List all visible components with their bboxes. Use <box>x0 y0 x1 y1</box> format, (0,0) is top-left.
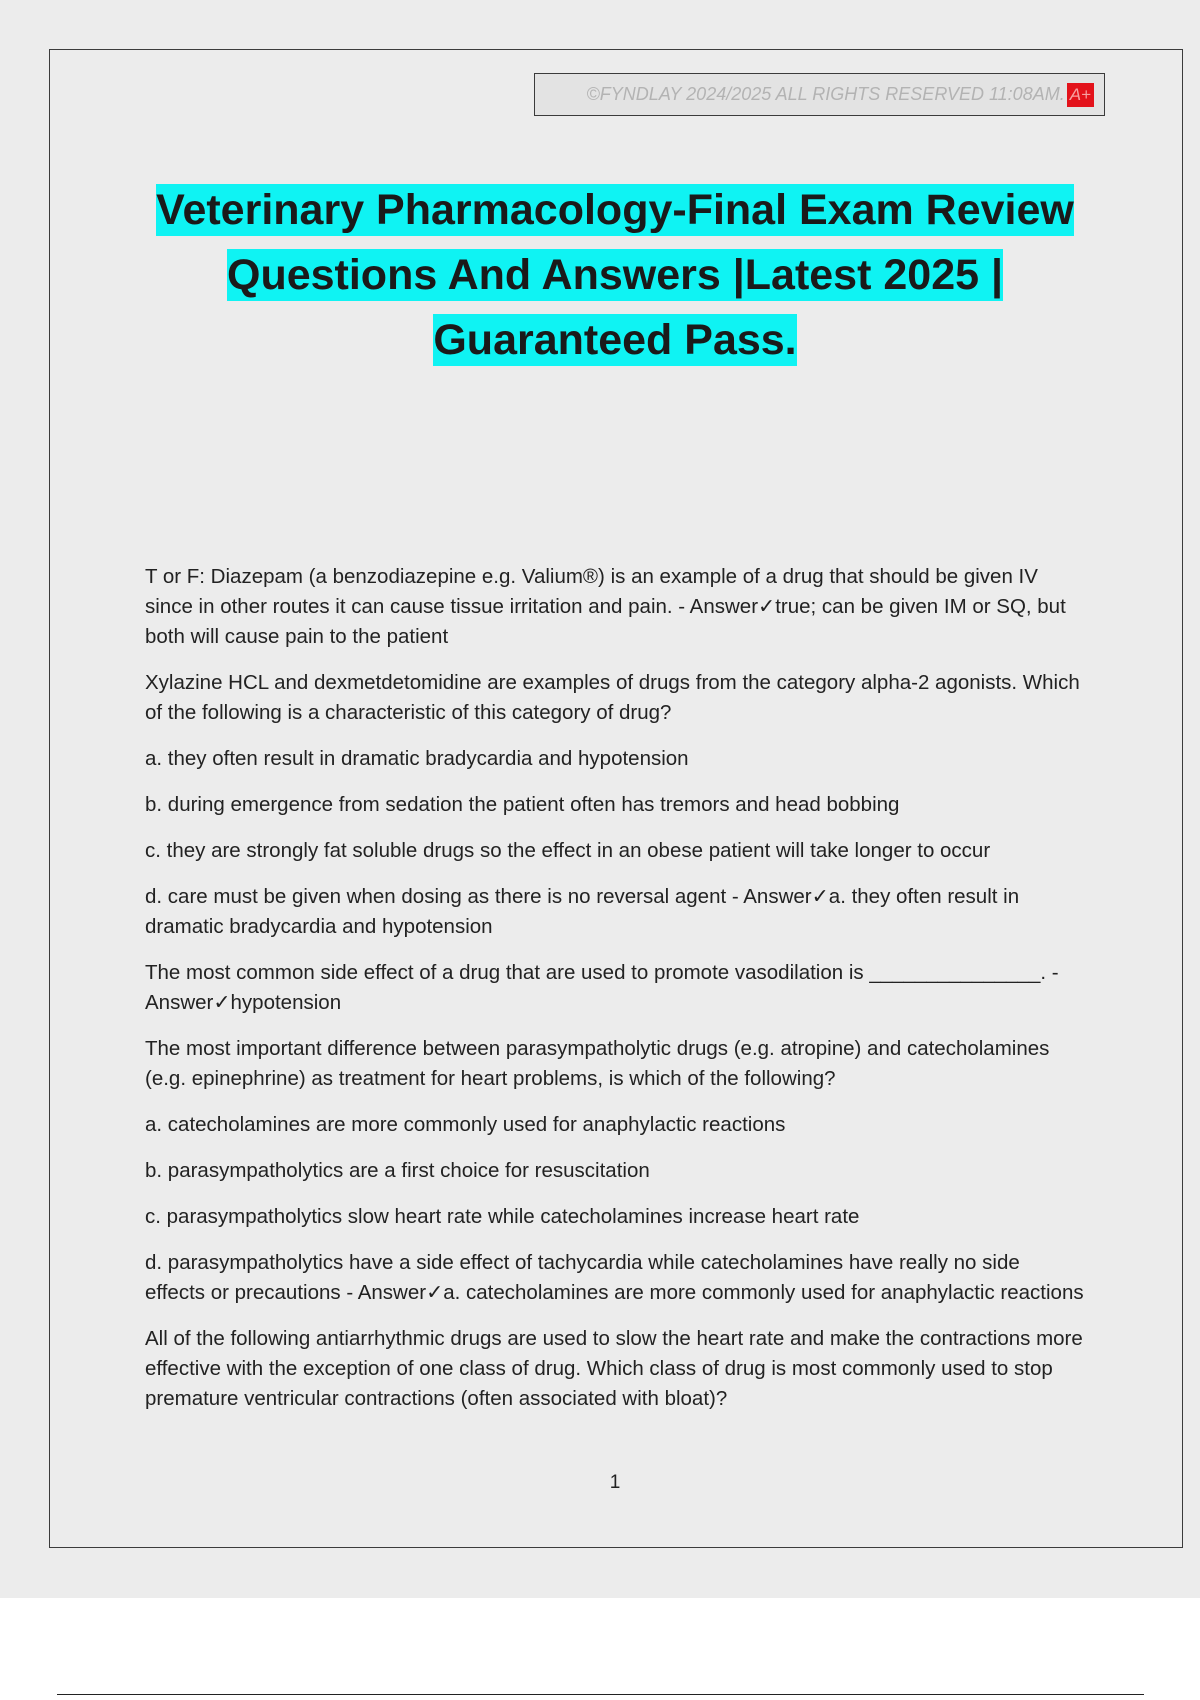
answer-option: d. care must be given when dosing as there is no reversal agent - Answer✓a. they often result in dramatic bradycardia and hypotension <box>145 885 1020 938</box>
grade-badge: A+ <box>1067 83 1094 107</box>
answer-option: c. they are strongly fat soluble drugs so the effect in an obese patient will take longer to occur <box>145 839 991 862</box>
answer-option: a. they often result in dramatic bradycardia and hypotension <box>145 747 689 770</box>
question-paragraph: T or F: Diazepam (a benzodiazepine e.g. Valium®) is an example of a drug that should be given IV since in other routes it can cause tissue irritation and pain. - Answer✓true; can be given IM or SQ, but both will cause pain to the patient <box>145 565 1066 648</box>
copyright-text: ©FYNDLAY 2024/2025 ALL RIGHTS RESERVED 11:08AM. <box>586 84 1065 104</box>
answer-option: b. during emergence from sedation the patient often has tremors and head bobbing <box>145 793 900 816</box>
copyright-banner <box>534 73 1105 116</box>
next-page-rule <box>57 1694 1144 1695</box>
question-paragraph: The most important difference between parasympatholytic drugs (e.g. atropine) and catecholamines (e.g. epinephrine) as treatment for heart problems, is which of the following? <box>145 1037 1050 1090</box>
answer-option: c. parasympatholytics slow heart rate while catecholamines increase heart rate <box>145 1205 860 1228</box>
title-line: Veterinary Pharmacology-Final Exam Review <box>156 186 1074 234</box>
document-body <box>145 562 1085 1430</box>
question-paragraph: The most common side effect of a drug that are used to promote vasodilation is _______________. - Answer✓hypotension <box>145 961 1059 1014</box>
document-title <box>100 178 1130 373</box>
answer-option: a. catecholamines are more commonly used for anaphylactic reactions <box>145 1113 786 1136</box>
question-paragraph: Xylazine HCL and dexmetdetomidine are examples of drugs from the category alpha-2 agonists. Which of the following is a characteristic of this category of drug? <box>145 671 1080 724</box>
answer-option: d. parasympatholytics have a side effect of tachycardia while catecholamines have really no side effects or precautions - Answer✓a. catecholamines are more commonly used for anaphylactic reactions <box>145 1251 1084 1304</box>
answer-option: b. parasympatholytics are a first choice for resuscitation <box>145 1159 650 1182</box>
title-line: Guaranteed Pass. <box>433 316 797 364</box>
title-line: Questions And Answers |Latest 2025 | <box>227 251 1003 299</box>
question-paragraph: All of the following antiarrhythmic drugs are used to slow the heart rate and make the contractions more effective with the exception of one class of drug. Which class of drug is most commonly used to stop premature ventricular contractions (often associated with bloat)? <box>145 1327 1083 1410</box>
page-number: 1 <box>609 1472 621 1493</box>
